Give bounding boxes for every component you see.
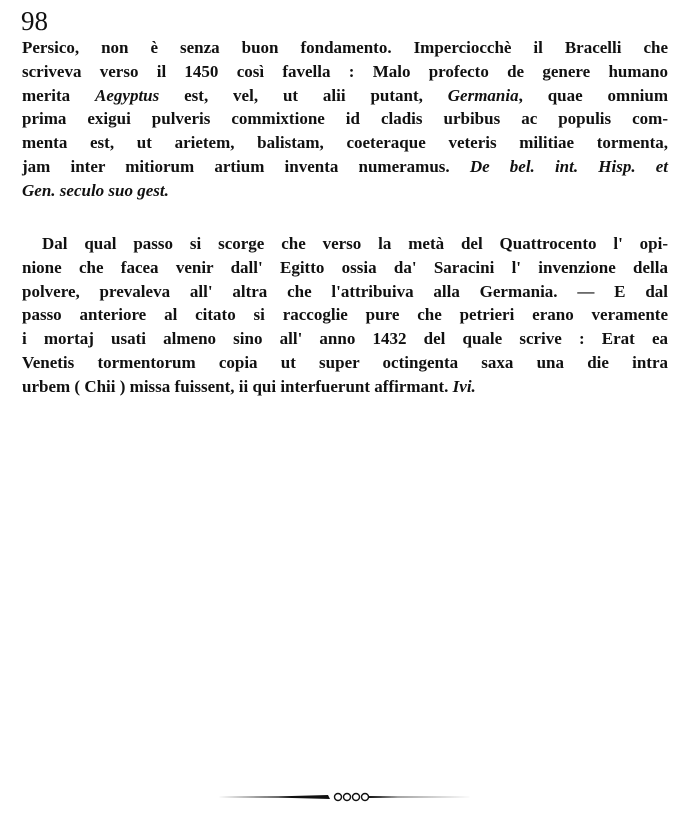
- text-line: [22, 232, 668, 256]
- text-line: [22, 179, 668, 203]
- text-segment: menta est, ut arietem, balistam, coeteraque veteris militiae tormenta,: [22, 133, 668, 153]
- text-segment: est, vel, ut alii putant,: [159, 85, 448, 105]
- text-line: [22, 327, 668, 351]
- italic-citation: Aegyptus: [95, 85, 160, 105]
- text-segment: nione che facea venir dall' Egitto ossia da' Saracini l' invenzione della: [22, 257, 668, 277]
- text-segment: passo anteriore al citato si raccoglie pure che petrieri erano veramente: [22, 305, 668, 325]
- text-segment: jam inter mitiorum artium inventa numeramus.: [22, 156, 470, 176]
- text-line: [22, 36, 668, 60]
- text-line: [22, 107, 668, 131]
- text-line: [22, 256, 668, 280]
- text-segment: urbem ( Chii ) missa fuissent, ii qui interfuerunt affirmant.: [22, 376, 453, 396]
- text-segment: polvere, prevaleva all' altra che l'attribuiva alla Germania. — E dal: [22, 281, 668, 301]
- italic-citation: Ivi.: [452, 376, 476, 396]
- text-line: [22, 84, 668, 108]
- text-segment: Dal qual passo si scorge che verso la metà del Quattrocento l' opi-: [42, 234, 668, 253]
- paragraph-2: [22, 232, 668, 399]
- italic-citation: De bel. int. Hisp. et: [469, 156, 668, 176]
- text-segment: prima exigui pulveris commixtione id cladis urbibus ac populis com-: [22, 109, 668, 129]
- text-line: [22, 280, 668, 304]
- italic-citation: Germania: [447, 85, 519, 105]
- text-segment: Persico, non è senza buon fondamento. Imperciocchè il Bracelli che: [22, 38, 668, 57]
- paragraph-1: [22, 36, 668, 203]
- text-segment: , quae omnium: [518, 85, 669, 105]
- text-line: [22, 303, 668, 327]
- text-line: [22, 375, 668, 399]
- text-segment: Venetis tormentorum copia ut super octingenta saxa una die intra: [22, 352, 668, 372]
- text-line: [22, 60, 668, 84]
- text-line: [22, 155, 668, 179]
- ornament-divider: [218, 792, 472, 802]
- text-line: [22, 131, 668, 155]
- text-segment: i mortaj usati almeno sino all' anno 1432 del quale scrive : Erat ea: [22, 329, 668, 349]
- text-segment: merita: [22, 85, 96, 105]
- italic-citation: Gen. seculo suo gest.: [22, 180, 169, 200]
- text-line: [22, 351, 668, 375]
- page-number: 98: [21, 6, 48, 36]
- text-segment: scriveva verso il 1450 così favella : Malo profecto de genere humano: [22, 61, 668, 81]
